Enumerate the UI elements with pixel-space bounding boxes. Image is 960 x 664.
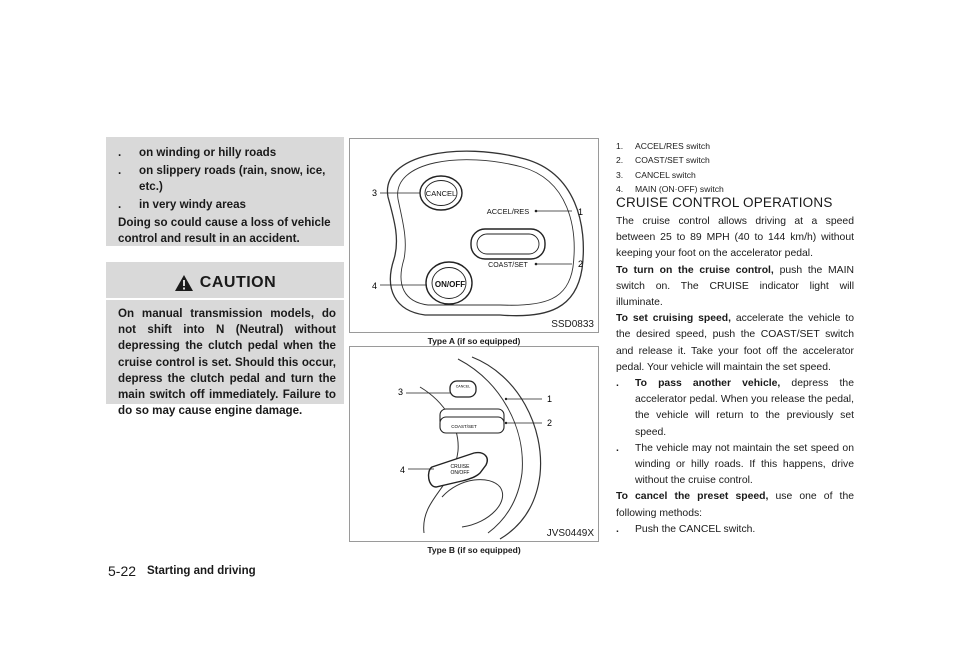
figure-code: SSD0833 bbox=[551, 319, 594, 330]
legend-item: 3. CANCEL switch bbox=[616, 169, 696, 180]
pass-bullet: . To pass another vehicle, depress the accelerator pedal. When you release the pedal, the vehicle will return to the previously set speed. bbox=[616, 378, 854, 438]
intro-paragraph: The cruise control allows driving at a speed between 25 to 89 MPH (40 to 144 km/h) without keeping your foot on the accelerator pedal. bbox=[616, 216, 854, 260]
legend-item: 4. MAIN (ON·OFF) switch bbox=[616, 183, 724, 194]
on-off-label: ON/OFF bbox=[434, 280, 466, 289]
legend-item: 2. COAST/SET switch bbox=[616, 155, 710, 166]
warning-bullet: . on slippery roads (rain, snow, ice, etc.) bbox=[118, 164, 326, 193]
figure-type-b bbox=[349, 346, 599, 542]
callout-3: 3 bbox=[372, 188, 378, 198]
callout-4: 4 bbox=[400, 465, 406, 475]
warning-bullet: . on winding or hilly roads bbox=[118, 146, 277, 159]
figure-type-a bbox=[349, 138, 599, 333]
cancel-label: CANCEL bbox=[455, 384, 471, 389]
warning-bullet: . in very windy areas bbox=[118, 198, 246, 211]
callout-4: 4 bbox=[372, 281, 378, 291]
switch-legend bbox=[616, 139, 856, 196]
warning-paragraph: Doing so could cause a loss of vehicle control and result in an accident. bbox=[118, 216, 331, 245]
callout-2: 2 bbox=[578, 259, 584, 269]
turn-on-paragraph: To turn on the cruise control, push the MAIN switch on. The CRUISE indicator light will illuminate. bbox=[616, 264, 855, 309]
caution-divider bbox=[106, 298, 344, 300]
caution-text: On manual transmission models, do not shift into N (Neutral) without depressing the clutch pedal when the cruise control is set. Should this occur, depress the clutch pedal and turn the main switch off immediately. Failure to do so may cause engine damage. bbox=[118, 307, 336, 418]
accel-res-label: ACCEL/RES bbox=[486, 207, 530, 216]
cruise-switch-diagram-b bbox=[350, 347, 598, 541]
maintain-bullet: . The vehicle may not maintain the set speed on winding or hilly roads. If this happens, drive without the cruise control. bbox=[616, 442, 854, 487]
coast-set-label: COAST/SET bbox=[488, 262, 528, 269]
callout-1: 1 bbox=[547, 394, 553, 404]
section-heading: CRUISE CONTROL OPERATIONS bbox=[616, 195, 833, 210]
caution-box bbox=[106, 262, 344, 418]
footer-section-title: Starting and driving bbox=[147, 565, 256, 577]
callout-2: 2 bbox=[547, 418, 553, 428]
section-body bbox=[616, 214, 854, 538]
warning-triangle-icon bbox=[174, 274, 194, 292]
on-off-label: ON/OFF bbox=[450, 470, 470, 476]
page-number: 5-22 bbox=[108, 563, 137, 579]
warning-box bbox=[106, 137, 344, 246]
cancel-method-bullet: . Push the CANCEL switch. bbox=[616, 523, 756, 535]
figure-code: JVS0449X bbox=[546, 528, 594, 539]
coast-set-label: COAST/SET bbox=[451, 424, 477, 429]
caution-title: CAUTION bbox=[199, 274, 277, 291]
set-speed-paragraph: To set cruising speed, accelerate the vehicle to the desired speed, push the COAST/SET switch and release it. Take your foot off the accelerator pedal. Your vehicle will maintain the set speed. bbox=[616, 313, 854, 373]
callout-3: 3 bbox=[398, 387, 404, 397]
cancel-label: CANCEL bbox=[425, 189, 457, 198]
cruise-label: CRUISE bbox=[450, 464, 470, 470]
legend-item: 1. ACCEL/RES switch bbox=[616, 141, 710, 151]
cruise-switch-diagram-a bbox=[350, 139, 598, 332]
figure-caption: Type B (if so equipped) bbox=[427, 545, 521, 555]
caution-header bbox=[106, 270, 344, 296]
callout-1: 1 bbox=[578, 207, 584, 217]
figure-caption: Type A (if so equipped) bbox=[427, 336, 521, 346]
cancel-paragraph: To cancel the preset speed, use one of the following methods: bbox=[616, 491, 855, 519]
